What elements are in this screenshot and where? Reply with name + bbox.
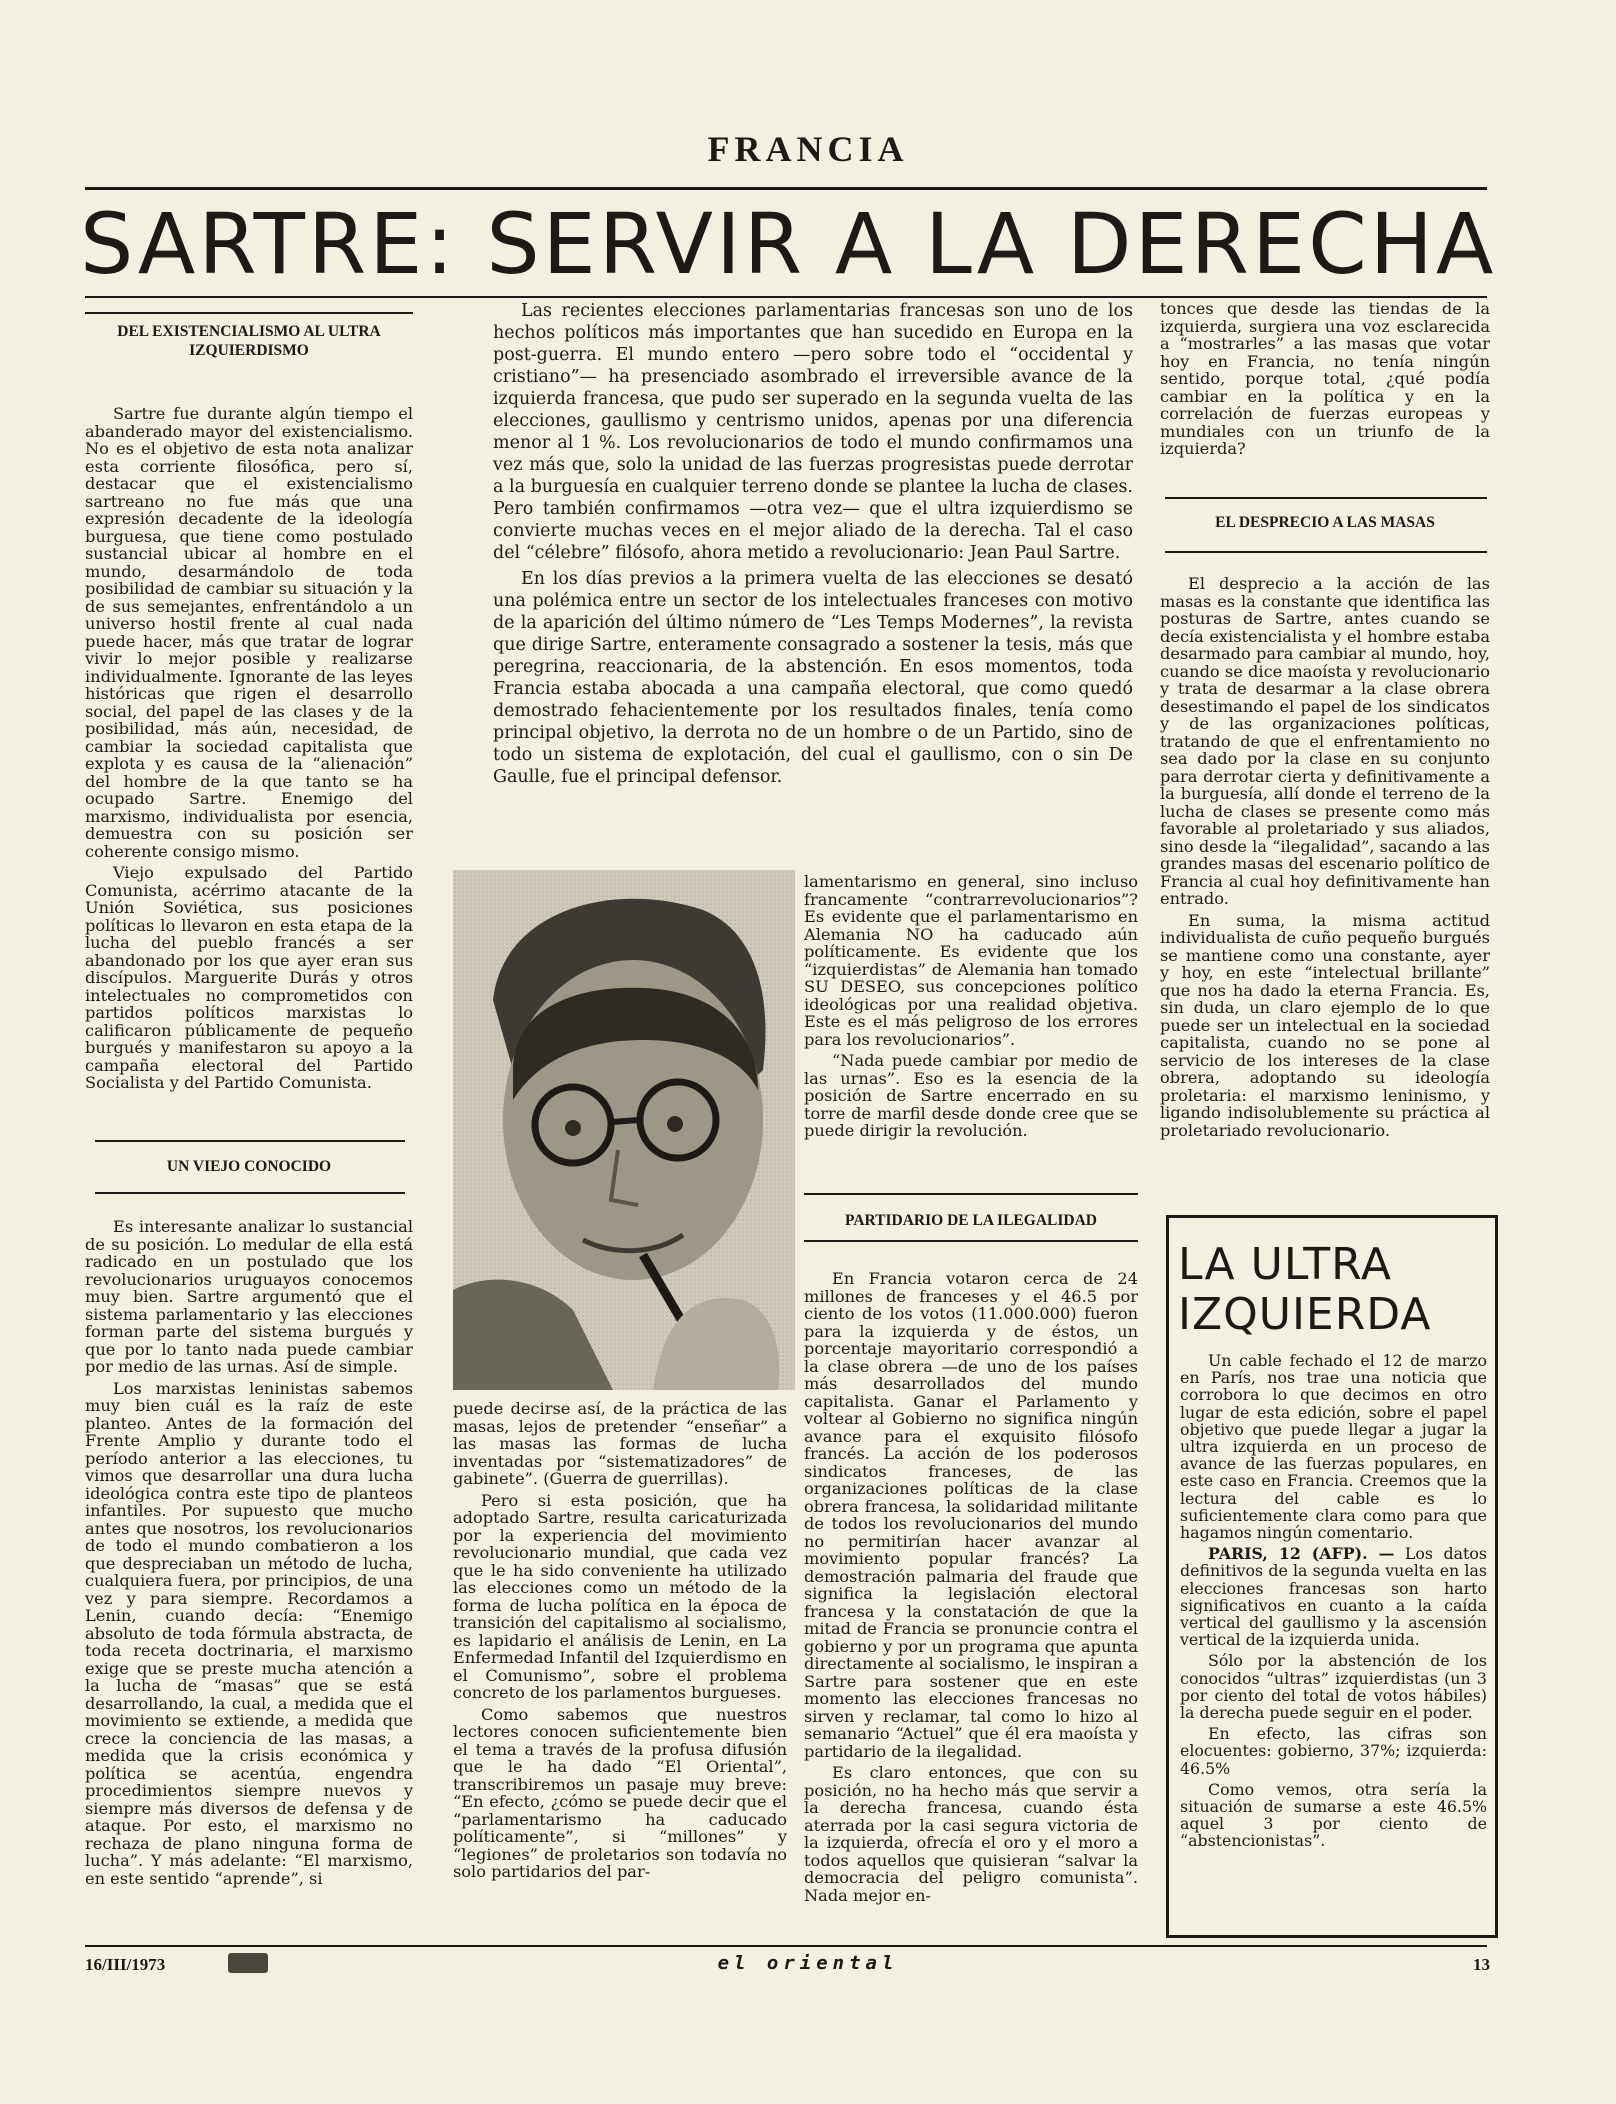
- subhead-rule: [804, 1193, 1138, 1195]
- section-title: FRANCIA: [707, 129, 909, 169]
- box-body: [1180, 1352, 1487, 1854]
- headline: SARTRE: SERVIR A LA DERECHA: [80, 195, 1497, 293]
- paragraph: “Nada puede cambiar por medio de las urnas”. Eso es la esencia de la posición de Sartre encerrado en su torre de marfil desde donde cree que se puede dirigir la revolución.: [804, 1051, 1138, 1140]
- column-1-top: [85, 405, 413, 1096]
- paragraph: Como sabemos que nuestros lectores conocen suficientemente bien el tema a través de la profusa difusión que le ha dado “El Oriental”, transcribiremos un pasaje muy breve: “En efecto, ¿cómo se puede decir que el “parlamentarismo ha caducado políticamente”, si “millones” y “legiones” de proletarios son todavía no solo partidarios del par-: [453, 1704, 787, 1881]
- top-rule: [85, 187, 1487, 190]
- paragraph: Es interesante analizar lo sustancial de su posición. Lo medular de ella está radicado en un postulado que los revolucionarios uruguayos conocemos muy bien. Sartre argumentó que el sistema parlamentario y las elecciones forman parte del sistema burgués y que por lo tanto nada puede cambiar por medio de las urnas. Así de simple.: [85, 1217, 413, 1376]
- subhead-rule: [85, 312, 413, 314]
- subhead-desprecio: EL DESPRECIO A LAS MASAS: [1215, 514, 1435, 531]
- subhead-rule: [95, 1140, 405, 1142]
- paragraph: El desprecio a la acción de las masas es la constante que identifica las posturas de Sartre, antes cuando se decía existencialista y el hombre estaba desarmado para cambiar al mundo, hoy, cuando se dice maoísta y revolucionario y trata de desarmar a la clase obrera desestimando el papel de los sindicatos y de las organizaciones políticas, tratando de que el enfrentamiento no sea dado por la clase en su conjunto para derrotar cierta y definitivamente a la burguesía, allí donde el terreno de la lucha de clases se presente como más favorable al proletariado y sus aliados, sino desde la “ilegalidad”, sacando a las grandes masas del escenario político de Francia al cual hoy definitivamente han entrado.: [1160, 574, 1490, 908]
- column-4-middle: [1160, 575, 1490, 1143]
- paragraph: Un cable fechado el 12 de marzo en París, nos trae una noticia que corrobora lo que decimos en otro lugar de esta edición, sobre el papel objetivo que puede llegar a jugar la ultra izquierda en un proceso de avance de las fuerzas populares, en este caso en Francia. Creemos que la lectura del cable es lo suficientemente clara como para que hagamos ningún comentario.: [1180, 1351, 1487, 1543]
- subhead-viejo-conocido: UN VIEJO CONOCIDO: [166, 1158, 332, 1175]
- subhead-rule: [1165, 497, 1487, 499]
- column-3-bottom: [804, 1270, 1138, 1908]
- column-2-bottom: [453, 1400, 787, 1885]
- paragraph: Como vemos, otra sería la situación de sumarse a este 46.5% aquel 3 por ciento de “abstencionistas”.: [1180, 1779, 1487, 1851]
- paragraph: Pero si esta posición, que ha adoptado Sartre, resulta caricaturizada por la experiencia del movimiento revolucionario mundial, que cada vez que le ha sido conveniente ha utilizado las elecciones como un método de la forma de lucha política en la época de transición del capitalismo al socialismo, es lapidario el análisis de Lenin, en La Enfermedad Infantil del Izquierdismo en el Comunismo”, sobre el problema concreto de los parlamentos burgueses.: [453, 1490, 787, 1702]
- headline-rule: [85, 296, 1487, 298]
- paragraph: Sartre fue durante algún tiempo el abanderado mayor del existencialismo. No es el objetivo de esta nota analizar esta corriente filosófica, pero sí, destacar que el existencialismo sartreano no fue más que una expresión decadente de la ideología burguesa, que tiene como postulado sustancial ubicar al hombre en el mundo, desarmándolo de toda posibilidad de cambiar su situación y la de sus semejantes, enfrentándolo a un universo hostil frente al cual nada puede hacer, más que tratar de lograr vivir lo mejor posible y realizarse individualmente. Ignorante de las leyes históricas que rigen el desarrollo social, del papel de las clases y de la posibilidad, más aún, necesidad, de cambiar la sociedad capitalista que explota y es causa de la “alienación” del hombre de la que tanto se ha ocupado Sartre. Enemigo del marxismo, individualista por esencia, demuestra con su posición ser coherente consigo mismo.: [85, 404, 413, 861]
- paragraph: En suma, la misma actitud individualista de cuño pequeño burgués se mantiene como una constante, ayer y hoy, en este “intelectual brillante” que nos ha dado la eterna Francia. Es, sin duda, un claro ejemplo de lo que puede ser un intelectual en la sociedad capitalista, cuando no se pone al servicio de los intereses de la clase obrera, adoptando su ideología proletaria: el marxismo leninismo, y ligando indisolublemente su práctica al proletariado revolucionario.: [1160, 910, 1490, 1140]
- subhead-rule: [804, 1240, 1138, 1242]
- paragraph: Los datos definitivos de la segunda vuelta en las elecciones francesas son harto significativos en cuanto a la caída vertical del gaullismo y la ascensión vertical de la izquierda unida.: [1180, 1544, 1487, 1650]
- portrait-image: [453, 870, 795, 1390]
- dateline: PARIS, 12 (AFP). —: [1208, 1544, 1395, 1564]
- paragraph: En los días previos a la primera vuelta de las elecciones se desató una polémica entre un sector de los intelectuales franceses con motivo de la aparición del último número de “Les Temps Modernes”, la revista que dirige Sartre, enteramente consagrado a sostener la tesis, más que peregrina, reaccionaria, de la abstención. En esos momentos, toda Francia estaba abocada a una campaña electoral, que como quedó demostrado fehacientemente por los resultados finales, tenía como principal objetivo, la derrota no de un hombre o de un Partido, sino de todo un sistema de explotación, del cual el gaullismo, con o sin De Gaulle, fue el principal defensor.: [493, 569, 1133, 787]
- box-title: LA ULTRA IZQUIERDA: [1178, 1239, 1432, 1340]
- subhead-rule: [95, 1192, 405, 1194]
- paragraph: Es claro entonces, que con su posición, no ha hecho más que servir a la derecha francesa, cuando ésta aterrada por la casi segura victoria de la izquierda, ofrecía el oro y el moro a todos aquellos que quisieran “salvar la democracia del peligro comunista”. Nada mejor en-: [804, 1763, 1138, 1905]
- paragraph: Las recientes elecciones parlamentarias francesas son uno de los hechos políticos más importantes que han sucedido en Europa en la post-guerra. El mundo entero —pero sobre todo el “occidental y cristiano”— ha presenciado asombrado el irreversible avance de la izquierda francesa, que pudo ser superado en la segunda vuelta de las elecciones, gaullismo y centrismo unidos, apenas por una diferencia menor al 1 %. Los revolucionarios de todo el mundo confirmamos una vez más que, solo la unidad de las fuerzas progresistas puede derrotar a la burguesía en cualquier terreno donde se plantee la lucha de clases. Pero también confirmamos —otra vez— que el ultra izquierdismo se convierte muchas veces en el mejor aliado de la derecha. Tal el caso del “célebre” filósofo, ahora metido a revolucionario: Jean Paul Sartre.: [493, 301, 1133, 563]
- column-2-top: [493, 300, 1133, 792]
- footer-publication: el oriental: [717, 1952, 899, 1974]
- footer-page-number: 13: [1473, 1955, 1490, 1974]
- paragraph: En efecto, las cifras son elocuentes: gobierno, 37%; izquierda: 46.5%: [1180, 1724, 1487, 1778]
- column-1-bottom: [85, 1218, 413, 1891]
- paragraph: tonces que desde las tiendas de la izquierda, surgiera una voz esclarecida a “mostrarles” a las masas que votar hoy en Francia, no tenía ningún sentido, porque total, ¿qué podía cambiar en la política y en la correlación de fuerzas europeas y mundiales con un triunfo de la izquierda?: [1160, 299, 1490, 458]
- paragraph: Sólo por la abstención de los conocidos “ultras” izquierdistas (un 3 por ciento del total de votos hábiles) la derecha puede seguir en el poder.: [1180, 1651, 1487, 1723]
- subhead-rule: [1165, 551, 1487, 553]
- paragraph: Los marxistas leninistas sabemos muy bien cuál es la raíz de este planteo. Antes de la formación del Frente Amplio y durante todo el período anterior a las elecciones, tu vimos que desarrollar una dura lucha ideológica contra este tipo de planteos infantiles. Por supuesto que mucho antes que nosotros, los revolucionarios de todo el mundo combatieron a los que despreciaban un método de lucha, cualquiera fuera, por principios, de una vez y para siempre. Recordamos a Lenin, cuando decía: “Enemigo absoluto de toda fórmula abstracta, de toda receta doctrinaria, el marxismo exige que se preste mucha atención a la lucha de “masas” que se está desarrollando, la cual, a medida que el movimiento se extiende, a medida que crece la conciencia de las masas, a medida que la crisis económica y política se acentúa, engendra procedimientos siempre nuevos y siempre más diversos de defensa y de ataque. Por esto, el marxismo no rechaza de plano ninguna forma de lucha”. Y más adelante: “El marxismo, en este sentido “aprende”, si: [85, 1378, 413, 1888]
- paragraph: En Francia votaron cerca de 24 millones de franceses y el 46.5 por ciento de los votos (11.000.000) fueron para la izquierda y de éstos, un porcentaje mayoritario correspondió a la clase obrera —de uno de los países más desarrollados del mundo capitalista. Ganar el Parlamento y voltear al Gobierno no significa ningún avance para el exquisito filósofo francés. La acción de los poderosos sindicatos franceses, de las organizaciones políticas de la clase obrera francesa, la solidaridad militante de todos los revolucionarios del mundo no permitirían hacer avanzar al movimiento popular francés? La demostración palmaria del fraude que significa la legislación electoral francesa y la constatación de que la mitad de Francia se pronuncie contra el gobierno y por un programa que apunta directamente al socialismo, le inspiran a Sartre para sostener que en este momento las elecciones francesas no sirven y reclamar, tal como lo hizo al semanario “Actuel” que él era maoísta y partidario de la ilegalidad.: [804, 1269, 1138, 1761]
- subhead-ilegalidad: PARTIDARIO DE LA ILEGALIDAD: [845, 1212, 1097, 1229]
- subhead-existencialismo: DEL EXISTENCIALISMO AL ULTRA IZQUIERDISMO: [117, 323, 381, 359]
- footer-rule: [85, 1945, 1487, 1947]
- paragraph: puede decirse así, de la práctica de las masas, lejos de pretender “enseñar” a las masas las formas de lucha inventadas por “sistematizadores” de gabinete”. (Guerra de guerrillas).: [453, 1399, 787, 1488]
- portrait-photo: [453, 870, 795, 1390]
- paragraph: Viejo expulsado del Partido Comunista, acérrimo atacante de la Unión Soviética, sus posiciones políticas lo llevaron en esta etapa de la lucha del pueblo francés a ser abandonado por los que ayer eran sus discípulos. Marguerite Durás y otros intelectuales no comprometidos con partidos políticos marxistas lo calificaron públicamente de pequeño burgués y manifestaron su apoyo a la campaña electoral del Partido Socialista y del Partido Comunista.: [85, 863, 413, 1092]
- paragraph: lamentarismo en general, sino incluso francamente “contrarrevolucionarios”? Es evidente que el parlamentarismo en Alemania NO ha caducado aún políticamente. Es evidente que los “izquierdistas” de Alemania han tomado SU DESEO, sus concepciones político ideológicas por una realidad objetiva. Este es el más peligroso de los errores para los revolucionarios”.: [804, 872, 1138, 1049]
- footer-date: 16/III/1973: [85, 1955, 166, 1974]
- column-3-top: [804, 873, 1138, 1144]
- column-4-top: [1160, 300, 1490, 462]
